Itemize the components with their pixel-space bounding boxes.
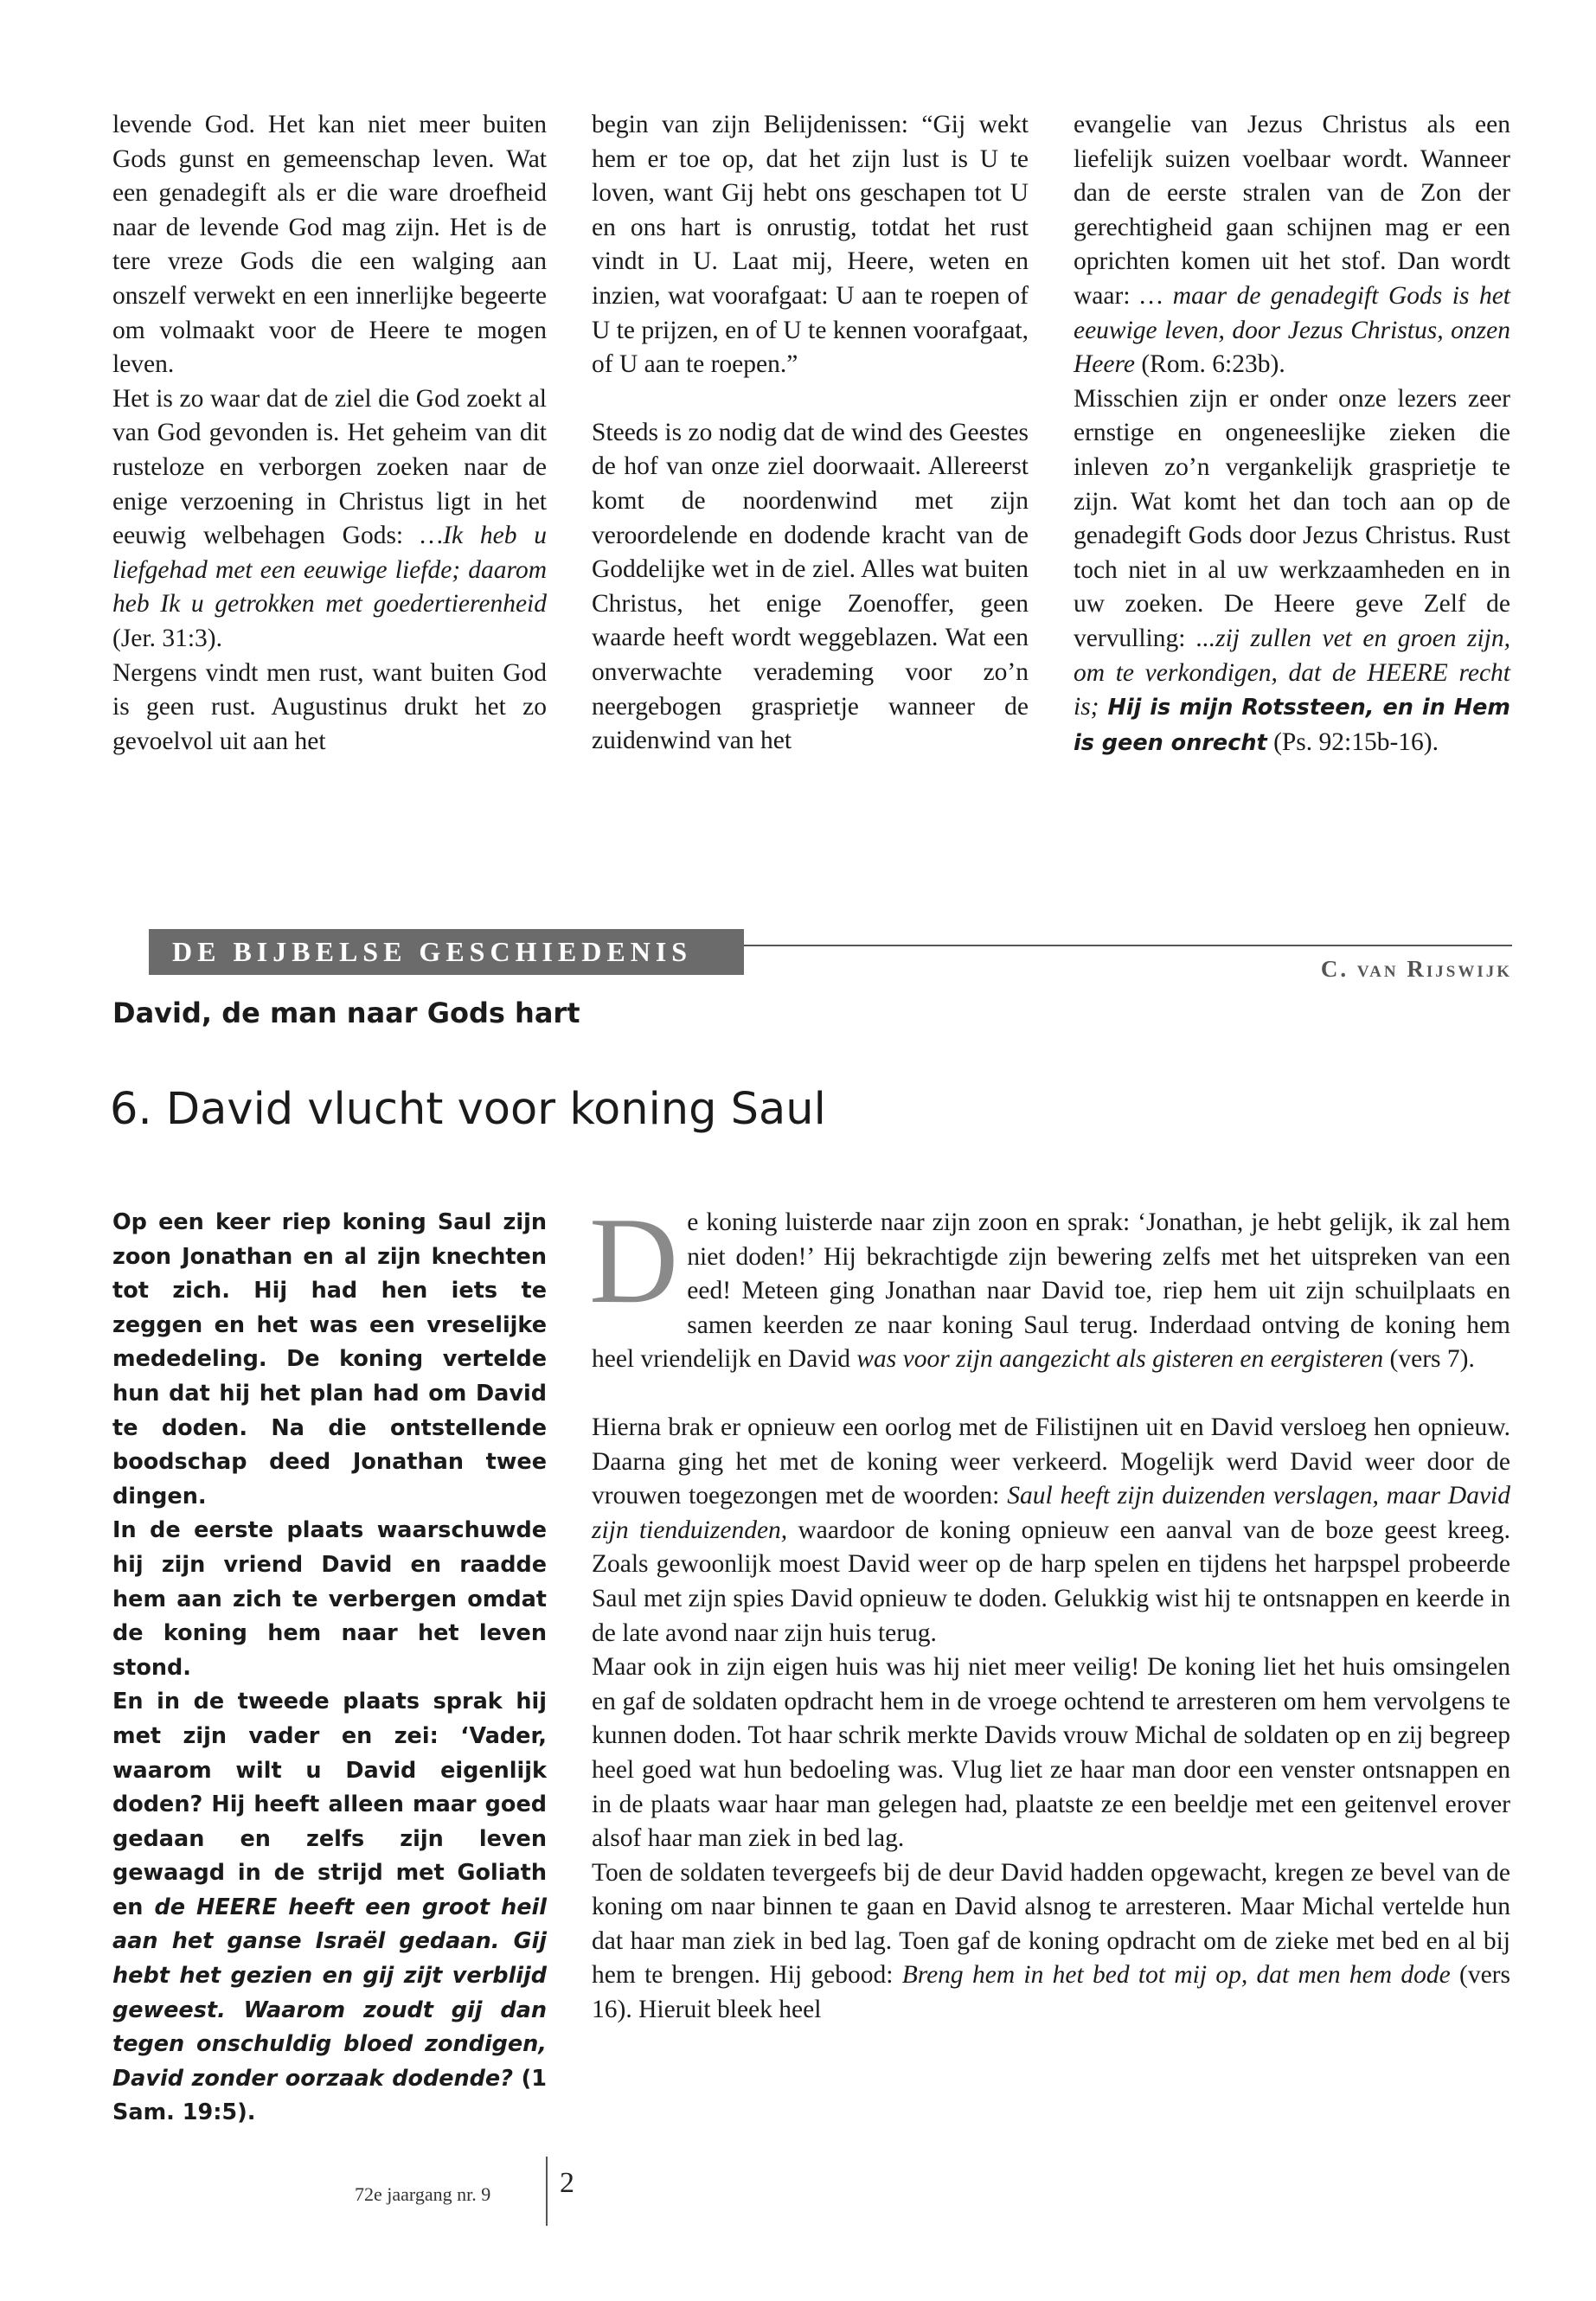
series-subtitle: David, de man naar Gods hart [112,997,580,1029]
paragraph: Maar ook in zijn eigen huis was hij niet meer veilig! De koning liet het huis omsingelen en gaf de soldaten opdracht hem in de vroege ochtend te arresteren om hem vervolgens te kunnen doden. Tot haar schrik merkte Davids vrouw Michal de soldaten op en zij begreep heel goed wat hun bedoeling was. Vlug liet ze haar man door een venster ontsnappen en in de plaats waar haar man gelegen had, plaatste ze een beeldje met een geitenvel erover alsof haar man ziek in bed lag. [592,1653,1510,1853]
scripture-quote: de HEERE heeft een groot heil aan het ganse Israël gedaan. Gij hebt het gezien en gij zijt verblijd geweest. Waarom zoudt gij dan tegen onschuldig bloed zondigen, David zonder oorzaak dodende? [112,1894,547,2092]
paragraph: Nergens vindt men rust, want buiten God is geen rust. Augustinus drukt het zo gevoelvol uit aan het [112,658,547,755]
column-2 [592,108,1029,759]
page-number: 2 [560,2167,574,2199]
scripture-quote: ...zij zullen vet en groen zijn, om te verkondigen, dat de HEERE recht is; [1074,624,1511,721]
paragraph: Hierna brak er opnieuw een oorlog met de Filistijnen uit en David versloeg hen opnieuw. Daarna ging het met de koning weer verkeerd. Mogelijk werd David weer door de vrouwen toegezongen met de woorden: Saul heeft zijn duizenden verslagen, maar David zijn tienduizenden, waardoor de koning opnieuw een aanval van de boze geest kreeg. Zoals gewoonlijk moest David weer op de harp spelen en tijdens het harpspel probeerde Saul met zijn spies David opnieuw te doden. Gelukkig wist hij te ontsnappen en keerde in de late avond naar zijn huis terug. [592,1413,1511,1647]
intro-column [112,1206,547,2131]
column-3 [1074,108,1510,760]
scripture-quote: …Ik heb u liefgehad met een eeuwige liefde; daarom heb Ik u getrokken met goedertierenheid [112,522,547,619]
article-title: 6. David vlucht voor koning Saul [110,1084,826,1135]
paragraph: Het is zo waar dat de ziel die God zoekt al van God gevonden is. Het geheim van dit rusteloze en verborgen zoeken naar de enige verzoening in Christus ligt in het eeuwig welbehagen Gods: …Ik heb u liefgehad met een eeuwige liefde; daarom heb Ik u getrokken met goedertierenheid (Jer. 31:3). [112,384,547,652]
scripture-quote: Breng hem in het bed tot mij op, dat men hem dode [901,1961,1451,1990]
drop-cap: D [589,1192,679,1329]
footer-divider [546,2157,548,2226]
paragraph: Steeds is zo nodig dat de wind des Geestes de hof van onze ziel doorwaait. Allereerst komt de noordenwind met zijn veroordelende en dodende kracht van de Goddelijke wet in de ziel. Alles wat buiten Christus, het enige Zoenoffer, geen waarde heeft wordt weggeblazen. Wat een onverwachte verademing voor zo’n neergebogen grasprietje wanneer de zuidenwind van het [592,418,1029,755]
journal-issue: 72e jaargang nr. 9 [355,2183,491,2205]
main-body [589,1192,1511,2028]
paragraph: Op een keer riep koning Saul zijn zoon Jonathan en al zijn knechten tot zich. Hij had hen iets te zeggen en het was een vreselijke mededeling. De koning vertelde hun dat hij het plan had om David te doden. Na die ontstellende boodschap deed Jonathan twee dingen. [112,1209,547,1509]
scripture-quote-bold: Hij is mijn Rotssteen, en in Hem is geen onrecht [1074,695,1510,756]
scripture-quote: … maar de genadegift Gods is het eeuwige leven, door Jezus Christus, onzen Heere [1074,281,1510,379]
scripture-quote: was voor zijn aangezicht als gisteren en eergisteren [856,1345,1384,1374]
paragraph: En in de tweede plaats sprak hij met zijn vader en zei: ‘Vader, waarom wilt u David eigenlijk doden? Hij heeft alleen maar goed gedaan en zelfs zijn leven gewaagd in de strijd met Goliath en de HEERE heeft een groot heil aan het ganse Israël gedaan. Gij hebt het gezien en gij zijt verblijd geweest. Waarom zoudt gij dan tegen onschuldig bloed zondigen, David zonder oorzaak dodende? (1 Sam. 19:5). [112,1689,547,2126]
paragraph: evangelie van Jezus Christus als een liefelijk suizen voelbaar wordt. Wanneer dan de eerste stralen van de Zon der gerechtigheid gaan schijnen mag er een oprichten komen uit het stof. Dan wordt waar: … maar de genadegift Gods is het eeuwige leven, door Jezus Christus, onzen Heere (Rom. 6:23b). [1074,111,1510,379]
paragraph: Misschien zijn er onder onze lezers zeer ernstige en ongeneeslijke zieken die inleven zo’n vergankelijk grasprietje te zijn. Wat komt het dan toch aan op de genadegift Gods door Jezus Christus. Rust toch niet in al uw werkzaamheden en in uw zoeken. De Heere geve Zelf de vervulling: ...zij zullen vet en groen zijn, om te verkondigen, dat de HEERE recht is; Hij is mijn Rotssteen, en in Hem is geen onrecht (Ps. 92:15b-16). [1074,384,1511,756]
scripture-quote: Saul heeft zijn duizenden verslagen, maar David zijn tienduizenden, [592,1482,1511,1544]
paragraph: Toen de soldaten tevergeefs bij de deur David hadden opgewacht, kregen ze bevel van de koning om naar binnen te gaan en David alsnog te arresteren. Maar Michal vertelde hun dat haar man ziek in bed lag. Toen gaf de koning opdracht om de zieke met bed en al bij hem te brengen. Hij gebood: Breng hem in het bed tot mij op, dat men hem dode (vers 16). Hieruit bleek heel [592,1858,1510,2024]
paragraph: levende God. Het kan niet meer buiten Gods gunst en gemeenschap leven. Wat een genadegift als er die ware droefheid naar de levende God mag zijn. Het is de tere vreze Gods die een walging aan onszelf verwekt en een innerlijke begeerte om volmaakt voor de Heere te mogen leven. [112,111,547,379]
section-banner: DE BIJBELSE GESCHIEDENIS [149,929,744,975]
author-name: C. van Rijswijk [1320,956,1512,982]
column-1 [112,108,547,759]
paragraph: De koning luisterde naar zijn zoon en sprak: ‘Jonathan, je hebt gelijk, ik zal hem niet doden!’ Hij bekrachtigde zijn bewering zelfs met het uitspreken van een eed! Meteen ging Jonathan naar David toe, riep hem uit zijn schuilplaats en samen keerden ze naar koning Saul terug. Inderdaad ontving de koning hem heel vriendelijk en David was voor zijn aangezicht als gisteren en eergisteren (vers 7). [589,1192,1510,1374]
paragraph: begin van zijn Belijdenissen: “Gij wekt hem er toe op, dat het zijn lust is U te loven, want Gij hebt ons geschapen tot U en ons hart is onrustig, totdat het rust vindt in U. Laat mij, Heere, weten en inzien, wat voorafgaat: U aan te roepen of U te prijzen, en of U te kennen voorafgaat, of U aan te roepen.” [592,111,1029,379]
paragraph: In de eerste plaats waarschuwde hij zijn vriend David en raadde hem aan zich te verbergen omdat de koning hem naar het leven stond. [112,1517,547,1681]
